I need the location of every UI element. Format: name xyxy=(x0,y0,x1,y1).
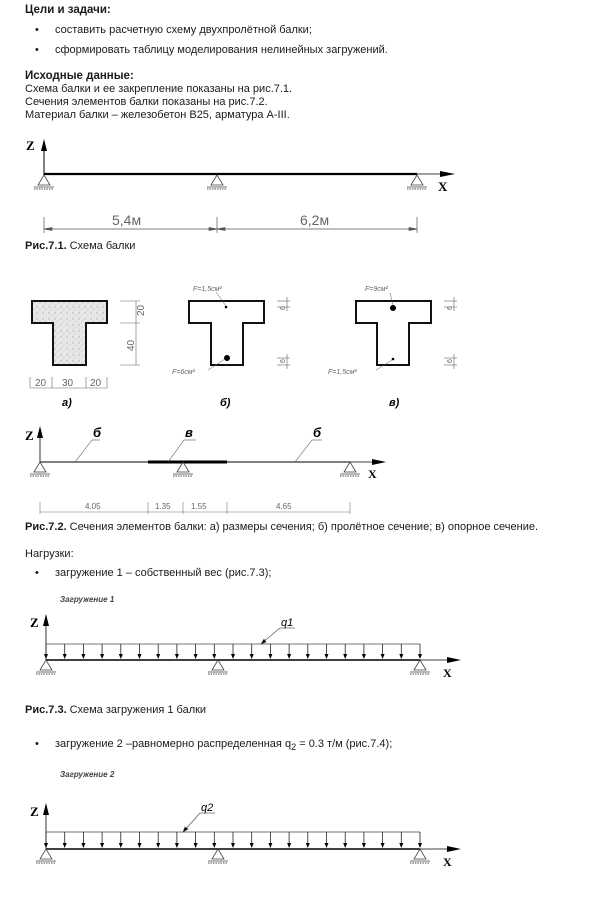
segment-dimension: 4.65 xyxy=(276,502,292,511)
load-arrow-icon xyxy=(81,832,85,848)
load-leader xyxy=(261,628,295,644)
zone-leaders xyxy=(75,440,322,462)
load-arrow-icon xyxy=(81,644,85,659)
load-arrow-icon xyxy=(325,832,329,848)
section-a-width-dim: 20 xyxy=(90,378,102,389)
goal-item: • составить расчетную схему двухпролётной балки; xyxy=(55,24,312,36)
pin-support-icon xyxy=(340,462,360,476)
load-arrow-icon xyxy=(194,832,198,848)
load-arrow-icon xyxy=(100,644,104,659)
x-axis-label: X xyxy=(438,179,448,194)
section-b-top-rebar-area: F=1,5см² xyxy=(193,286,222,293)
distributed-load xyxy=(44,832,422,848)
section-v-bottom-rebar-area: F=1,5см² xyxy=(328,369,357,376)
load-arrow-icon xyxy=(287,832,291,848)
pin-support-icon xyxy=(410,849,430,863)
section-v-top-rebar-area: F=9см² xyxy=(365,286,388,293)
beam-scheme-figure xyxy=(0,125,600,240)
load-arrow-icon xyxy=(138,832,142,848)
load-arrow-icon xyxy=(325,644,329,659)
load-item-2 xyxy=(55,738,392,752)
section-b-label: б) xyxy=(220,397,231,409)
initial-data-line: Схема балки и ее закрепление показаны на рис.7.1. xyxy=(25,83,293,95)
x-axis xyxy=(420,846,461,852)
span-1-dimension: 5,4м xyxy=(112,212,142,228)
z-axis-label: Z xyxy=(30,615,39,630)
load-arrow-icon xyxy=(63,644,67,659)
load-arrow-icon xyxy=(268,832,272,848)
load-arrow-icon xyxy=(175,644,179,659)
pin-support-icon xyxy=(34,175,54,189)
section-v-label: в) xyxy=(389,397,400,409)
fig72-caption xyxy=(25,521,538,533)
load-arrow-icon xyxy=(250,644,254,659)
x-axis-label: X xyxy=(443,855,452,869)
section-b-top-cover: 6 xyxy=(280,306,287,310)
load-arrow-icon xyxy=(306,644,310,659)
fig73-title: Загружение 1 xyxy=(60,595,115,604)
pin-support-icon xyxy=(36,849,56,863)
pin-support-icon xyxy=(410,660,430,674)
span-dimension-lines xyxy=(44,217,417,233)
sections-figure xyxy=(0,270,600,410)
distributed-load xyxy=(44,644,422,659)
load-arrow-icon xyxy=(343,644,347,659)
load-arrow-icon xyxy=(231,644,235,659)
initial-data-heading: Исходные данные: xyxy=(25,70,134,82)
segment-dimension: 1.35 xyxy=(155,502,171,511)
load-arrow-icon xyxy=(156,832,160,848)
top-rebar-icon xyxy=(390,305,396,311)
fig73-caption-number: Рис.7.3. xyxy=(25,704,67,716)
load-arrow-icon xyxy=(100,832,104,848)
x-axis xyxy=(417,171,455,177)
fig72-caption-text: Сечения элементов балки: а) размеры сечения; б) пролётное сечение; в) опорное сечение. xyxy=(66,521,539,533)
load-item-1: • загружение 1 – собственный вес (рис.7.3); xyxy=(55,567,271,579)
load-arrow-icon xyxy=(268,644,272,659)
pin-support-icon xyxy=(173,462,193,476)
load-case-2-figure xyxy=(0,785,600,869)
load-arrow-icon xyxy=(399,644,403,659)
load-arrow-icon xyxy=(231,832,235,848)
segment-dimension: 4.05 xyxy=(85,502,101,511)
load-arrow-icon xyxy=(381,832,385,848)
load-arrow-icon xyxy=(418,832,422,848)
segment-dimension: 1.55 xyxy=(191,502,207,511)
fig74-title: Загружение 2 xyxy=(60,770,115,779)
pin-support-icon xyxy=(208,849,228,863)
load-item-2-value: = 0.3 т/м (рис.7.4); xyxy=(296,738,393,750)
load-arrow-icon xyxy=(119,832,123,848)
load-arrow-icon xyxy=(250,832,254,848)
section-v-bottom-cover: 6 xyxy=(447,359,454,363)
section-a-width-dim: 30 xyxy=(62,378,74,389)
top-rebar-icon xyxy=(225,306,228,309)
bottom-rebar-icon xyxy=(224,355,230,361)
load-label-q1: q1 xyxy=(281,617,294,629)
section-a-label: а) xyxy=(62,397,72,409)
pin-support-icon xyxy=(30,462,50,476)
fig73-caption xyxy=(25,704,206,716)
pin-support-icon xyxy=(36,660,56,674)
section-a-web-height: 40 xyxy=(126,339,137,351)
fig72-caption-number: Рис.7.2. xyxy=(25,521,67,533)
load-arrow-icon xyxy=(343,832,347,848)
x-axis xyxy=(350,459,386,465)
section-b-bottom-cover: 6 xyxy=(280,359,287,363)
z-axis-label: Z xyxy=(25,428,34,443)
pin-support-icon xyxy=(207,175,227,189)
section-v-top-cover: 6 xyxy=(447,306,454,310)
t-section-a-shape xyxy=(32,301,107,365)
fig71-caption-text: Схема балки xyxy=(66,240,136,252)
fig71-caption-number: Рис.7.1. xyxy=(25,240,67,252)
x-axis xyxy=(420,657,461,663)
zone-label-support: в xyxy=(185,425,193,440)
section-zones-beam-figure xyxy=(0,410,600,520)
load-case-1-figure xyxy=(0,610,600,700)
load-arrow-icon xyxy=(362,832,366,848)
initial-data-line: Материал балки – железобетон B25, арматура A-III. xyxy=(25,109,290,121)
loads-heading: Нагрузки: xyxy=(25,548,74,560)
section-a-flange-height: 20 xyxy=(136,304,147,316)
load-arrow-icon xyxy=(44,832,48,848)
load-arrow-icon xyxy=(156,644,160,659)
x-axis-label: X xyxy=(443,666,452,680)
pin-support-icon xyxy=(208,660,228,674)
section-a-width-dim: 20 xyxy=(35,378,47,389)
goals-heading: Цели и задачи: xyxy=(25,4,111,16)
load-arrow-icon xyxy=(362,644,366,659)
zone-label-span: б xyxy=(93,425,102,440)
load-arrow-icon xyxy=(418,644,422,659)
load-arrow-icon xyxy=(175,832,179,848)
load-arrow-icon xyxy=(306,832,310,848)
z-axis-label: Z xyxy=(30,804,39,819)
load-arrow-icon xyxy=(212,832,216,848)
load-arrow-icon xyxy=(194,644,198,659)
z-axis xyxy=(41,139,47,175)
load-arrow-icon xyxy=(212,644,216,659)
load-arrow-icon xyxy=(138,644,142,659)
load-label-q2: q2 xyxy=(201,802,214,814)
load-arrow-icon xyxy=(287,644,291,659)
load-item-2-subscript: 2 xyxy=(291,742,297,753)
goal-item: • сформировать таблицу моделирования нелинейных загружений. xyxy=(55,44,388,56)
fig73-caption-text: Схема загружения 1 балки xyxy=(66,704,207,716)
span-2-dimension: 6,2м xyxy=(300,212,330,228)
x-axis-label: X xyxy=(368,467,377,481)
load-arrow-icon xyxy=(63,832,67,848)
load-item-2-text: загружение 2 –равномерно распределенная q xyxy=(55,738,292,750)
z-axis-label: Z xyxy=(26,138,35,153)
fig71-caption xyxy=(25,240,135,252)
initial-data-line: Сечения элементов балки показаны на рис.7.2. xyxy=(25,96,268,108)
load-arrow-icon xyxy=(44,644,48,659)
section-b-bottom-rebar-area: F=6см² xyxy=(172,369,195,376)
load-arrow-icon xyxy=(119,644,123,659)
bottom-rebar-icon xyxy=(392,358,395,361)
load-arrow-icon xyxy=(381,644,385,659)
pin-support-icon xyxy=(407,175,427,189)
z-axis xyxy=(37,426,43,462)
zone-label-span: б xyxy=(313,425,322,440)
load-arrow-icon xyxy=(399,832,403,848)
load-leader xyxy=(183,813,215,832)
